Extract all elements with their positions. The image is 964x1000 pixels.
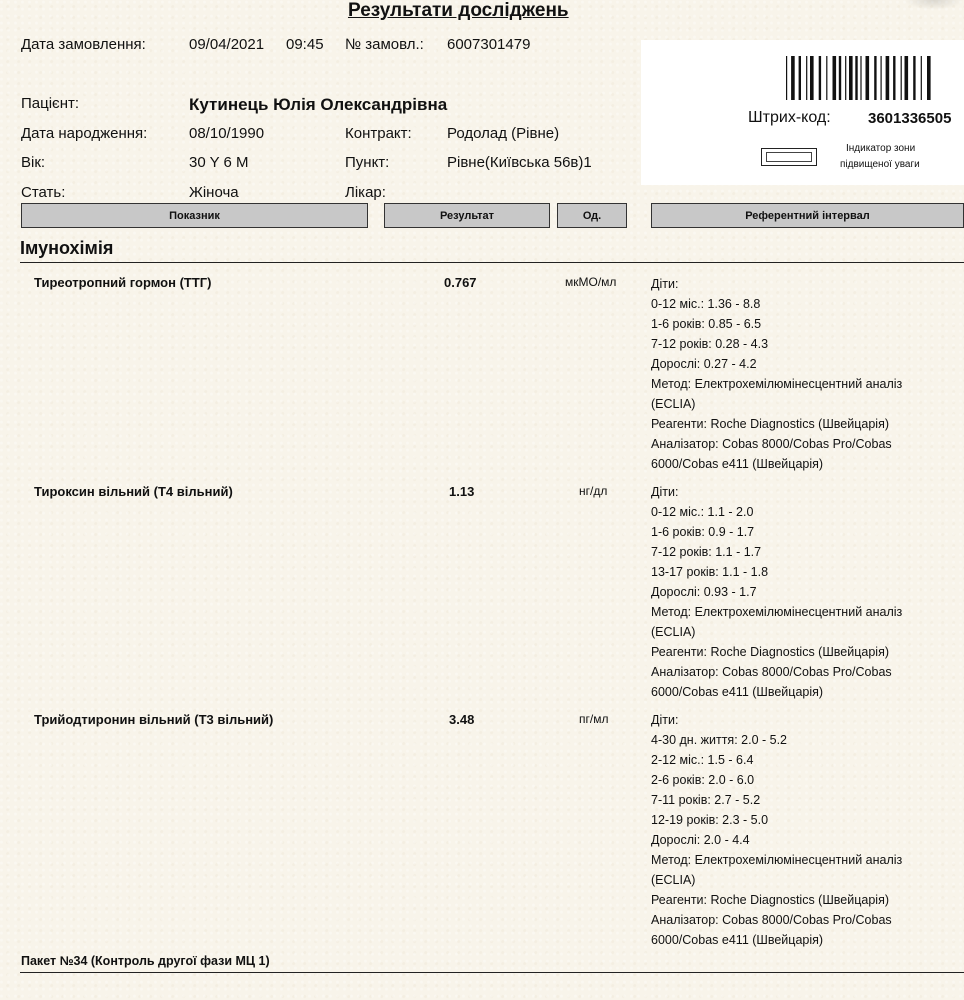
order-number-value: 6007301479 bbox=[447, 36, 531, 53]
header-unit: Од. bbox=[557, 203, 627, 228]
barcode-bar bbox=[826, 56, 827, 100]
test-unit: нг/дл bbox=[579, 484, 608, 498]
reference-line: Аналізатор: Cobas 8000/Cobas Pro/Cobas bbox=[651, 665, 892, 679]
reference-line: Діти: bbox=[651, 485, 679, 499]
reference-line: 0-12 міс.: 1.1 - 2.0 bbox=[651, 505, 754, 519]
barcode-image bbox=[786, 56, 946, 100]
barcode-bar bbox=[786, 56, 787, 100]
barcode-bar bbox=[806, 56, 807, 100]
reference-line: Дорослі: 2.0 - 4.4 bbox=[651, 833, 750, 847]
reference-interval bbox=[651, 710, 902, 950]
barcode-bar bbox=[921, 56, 922, 100]
age-label: Вік: bbox=[21, 154, 46, 171]
reference-line: Метод: Електрохемілюмінесцентний аналіз bbox=[651, 853, 903, 867]
patient-label: Пацієнт: bbox=[21, 95, 80, 112]
dob-label: Дата народження: bbox=[21, 125, 148, 142]
reference-line: 1-6 років: 0.85 - 6.5 bbox=[651, 317, 762, 331]
test-unit: пг/мл bbox=[579, 712, 609, 726]
dob-value: 08/10/1990 bbox=[189, 125, 265, 142]
contract-label: Контракт: bbox=[345, 125, 412, 142]
point-value: Рівне(Київська 56в)1 bbox=[447, 154, 592, 171]
barcode-bar bbox=[893, 56, 895, 100]
barcode-bar bbox=[845, 56, 846, 100]
header-result: Результат bbox=[384, 203, 550, 228]
order-time-value: 09:45 bbox=[286, 36, 324, 53]
reference-line: Дорослі: 0.27 - 4.2 bbox=[651, 357, 757, 371]
footer-divider bbox=[20, 972, 964, 973]
barcode-bar bbox=[791, 56, 795, 100]
reference-line: Діти: bbox=[651, 277, 679, 291]
barcode-label: Штрих-код: bbox=[748, 109, 831, 126]
reference-line: 7-12 років: 0.28 - 4.3 bbox=[651, 337, 769, 351]
section-divider bbox=[20, 262, 964, 263]
document-title: Результати досліджень bbox=[348, 0, 569, 21]
reference-line: (ECLIA) bbox=[651, 625, 696, 639]
barcode-bar bbox=[881, 56, 882, 100]
attention-indicator-icon bbox=[761, 148, 817, 166]
barcode-bar bbox=[810, 56, 814, 100]
barcode-bar bbox=[874, 56, 876, 100]
page-corner-shadow bbox=[904, 0, 964, 10]
barcode-panel bbox=[641, 40, 964, 185]
reference-line: 0-12 міс.: 1.36 - 8.8 bbox=[651, 297, 761, 311]
order-date-value: 09/04/2021 bbox=[189, 36, 265, 53]
test-name: Тироксин вільний (Т4 вільний) bbox=[34, 484, 233, 499]
barcode-bar bbox=[913, 56, 915, 100]
reference-line: 2-6 років: 2.0 - 6.0 bbox=[651, 773, 755, 787]
barcode-bar bbox=[819, 56, 821, 100]
reference-line: Реагенти: Roche Diagnostics (Швейцарія) bbox=[651, 893, 890, 907]
reference-line: Метод: Електрохемілюмінесцентний аналіз bbox=[651, 605, 903, 619]
reference-line: 1-6 років: 0.9 - 1.7 bbox=[651, 525, 755, 539]
reference-interval bbox=[651, 482, 902, 702]
reference-line: 6000/Cobas e411 (Швейцарія) bbox=[651, 933, 824, 947]
barcode-bar bbox=[866, 56, 870, 100]
barcode-bar bbox=[860, 56, 861, 100]
barcode-bar bbox=[927, 56, 931, 100]
reference-line: 12-19 років: 2.3 - 5.0 bbox=[651, 813, 769, 827]
order-number-label: № замовл.: bbox=[345, 36, 424, 53]
reference-line: Реагенти: Roche Diagnostics (Швейцарія) bbox=[651, 417, 890, 431]
barcode-bar bbox=[849, 56, 853, 100]
barcode-bar bbox=[799, 56, 801, 100]
reference-line: 4-30 дн. життя: 2.0 - 5.2 bbox=[651, 733, 788, 747]
test-result: 3.48 bbox=[449, 712, 475, 727]
section-title: Імунохімія bbox=[20, 238, 114, 258]
reference-line: Дорослі: 0.93 - 1.7 bbox=[651, 585, 757, 599]
point-label: Пункт: bbox=[345, 154, 390, 171]
reference-line: Діти: bbox=[651, 713, 679, 727]
test-unit: мкМО/мл bbox=[565, 275, 617, 289]
patient-name: Кутинець Юлія Олександрівна bbox=[189, 95, 448, 114]
age-value: 30 Y 6 M bbox=[189, 154, 249, 171]
reference-line: Реагенти: Roche Diagnostics (Швейцарія) bbox=[651, 645, 890, 659]
reference-interval bbox=[651, 274, 902, 474]
indicator-label-line1: Індикатор зони bbox=[846, 143, 916, 154]
reference-line: 2-12 міс.: 1.5 - 6.4 bbox=[651, 753, 754, 767]
reference-line: Метод: Електрохемілюмінесцентний аналіз bbox=[651, 377, 903, 391]
package-label: Пакет №34 (Контроль другої фази МЦ 1) bbox=[21, 954, 270, 968]
contract-value: Родолад (Рівне) bbox=[447, 125, 560, 142]
test-result: 1.13 bbox=[449, 484, 475, 499]
barcode-bar bbox=[886, 56, 890, 100]
order-date-label: Дата замовлення: bbox=[21, 36, 146, 53]
doctor-label: Лікар: bbox=[345, 184, 386, 201]
sex-label: Стать: bbox=[21, 184, 66, 201]
reference-line: 6000/Cobas e411 (Швейцарія) bbox=[651, 457, 824, 471]
barcode-bar bbox=[855, 56, 857, 100]
reference-line: 7-12 років: 1.1 - 1.7 bbox=[651, 545, 762, 559]
reference-line: 7-11 років: 2.7 - 5.2 bbox=[651, 793, 761, 807]
reference-line: (ECLIA) bbox=[651, 873, 696, 887]
header-indicator: Показник bbox=[21, 203, 368, 228]
barcode-value: 3601336505 bbox=[868, 110, 952, 127]
test-result: 0.767 bbox=[444, 275, 477, 290]
reference-line: 13-17 років: 1.1 - 1.8 bbox=[651, 565, 769, 579]
header-reference: Референтний інтервал bbox=[651, 203, 964, 228]
barcode-bar bbox=[901, 56, 902, 100]
reference-line: Аналізатор: Cobas 8000/Cobas Pro/Cobas bbox=[651, 913, 892, 927]
reference-line: Аналізатор: Cobas 8000/Cobas Pro/Cobas bbox=[651, 437, 892, 451]
barcode-bar bbox=[833, 56, 837, 100]
reference-line: 6000/Cobas e411 (Швейцарія) bbox=[651, 685, 824, 699]
barcode-bar bbox=[905, 56, 909, 100]
test-name: Тиреотропний гормон (ТТГ) bbox=[34, 275, 212, 290]
barcode-bar bbox=[839, 56, 841, 100]
test-name: Трийодтиронин вільний (Т3 вільний) bbox=[34, 712, 274, 727]
reference-line: (ECLIA) bbox=[651, 397, 696, 411]
sex-value: Жіноча bbox=[189, 184, 239, 201]
indicator-label-line2: підвищеної уваги bbox=[840, 159, 920, 170]
